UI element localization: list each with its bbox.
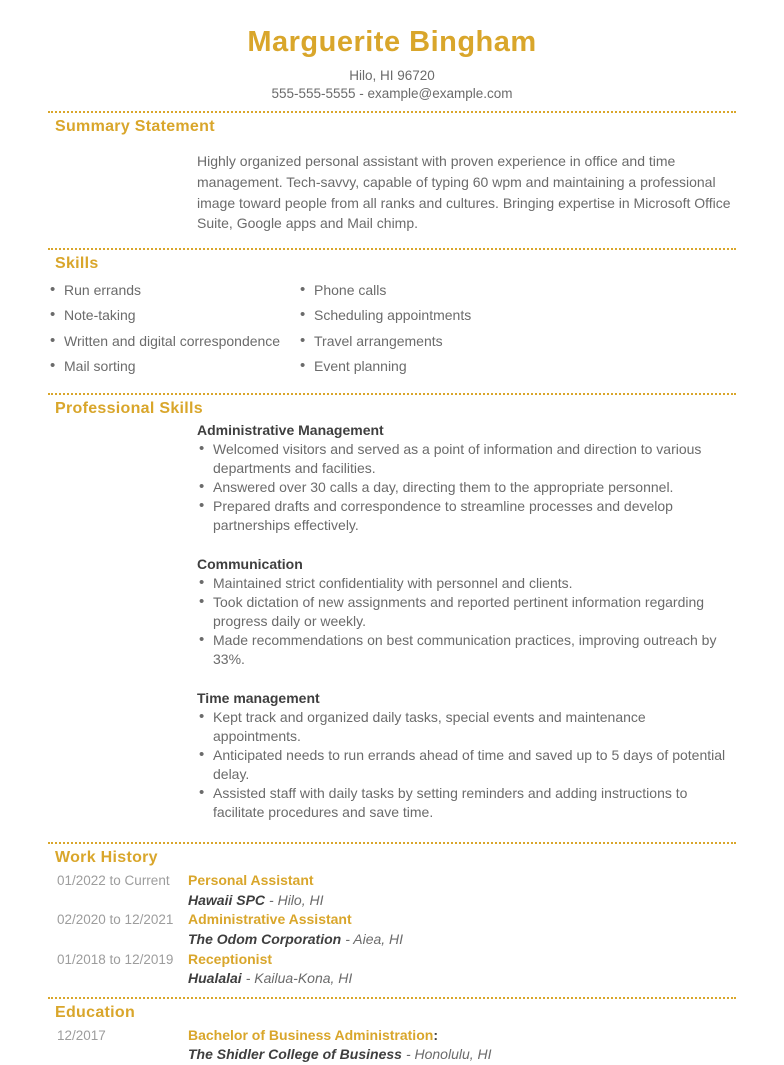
school-name: The Shidler College of Business (188, 1046, 402, 1063)
employer-name: The Odom Corporation (188, 930, 342, 947)
job-entry (48, 950, 736, 989)
bullet-item: • Welcomed visitors and served as a point of information and direction to various departments and facilities. (197, 440, 736, 478)
education-date: 12/2017 (57, 1027, 106, 1043)
skill-group-heading: Communication (197, 555, 303, 572)
section-skills (48, 248, 736, 383)
job-title: Personal Assistant (188, 872, 314, 889)
bullet-item: • Answered over 30 calls a day, directing them to the appropriate personnel. (197, 478, 736, 497)
section-professional-skills (48, 393, 736, 843)
skill-item: • Phone calls (298, 281, 736, 299)
skills-column-2 (298, 281, 736, 383)
employer-name: Hualalai (188, 970, 242, 987)
job-entry (48, 910, 736, 949)
summary-text: Highly organized personal assistant with proven experience in office and time management. Tech-savvy, capable of typing 60 wpm and maintaining a professional image toward people from all ranks and cultures. Bringing expertise in Microsoft Office Suite, Google apps and Mail chimp. (197, 153, 731, 232)
skill-item: • Mail sorting (48, 357, 298, 375)
skills-grid (48, 281, 736, 383)
employer-line (188, 969, 736, 989)
job-dates: 02/2020 to 12/2021 (57, 912, 174, 928)
employer-line (188, 891, 736, 911)
degree-line (188, 1026, 736, 1046)
skill-item: • Written and digital correspondence (48, 332, 298, 350)
skill-item: • Event planning (298, 357, 736, 375)
bullet-item: • Made recommendations on best communication practices, improving outreach by 33%. (197, 631, 736, 669)
work-history-section-title: Work History (55, 849, 158, 867)
skills-column-1 (48, 281, 298, 383)
skill-item: • Note-taking (48, 306, 298, 324)
education-section-title: Education (55, 1003, 136, 1021)
skill-group-bullets (197, 440, 736, 535)
skill-group-communication (197, 556, 736, 669)
section-education (48, 997, 736, 1065)
job-body (188, 910, 736, 949)
job-body (188, 950, 736, 989)
skills-section-title: Skills (55, 254, 99, 272)
education-entry (48, 1026, 736, 1065)
skill-group-heading: Administrative Management (197, 421, 384, 438)
skill-group-bullets (197, 708, 736, 822)
resume-header (48, 26, 736, 111)
skill-item: • Travel arrangements (298, 332, 736, 350)
job-body (188, 871, 736, 910)
degree-colon: : (433, 1026, 438, 1043)
job-entry (48, 871, 736, 910)
bullet-item: • Kept track and organized daily tasks, special events and maintenance appointments. (197, 708, 736, 746)
section-work-history (48, 842, 736, 989)
education-body (188, 1026, 736, 1065)
bullet-item: • Maintained strict confidentiality with personnel and clients. (197, 574, 736, 593)
job-dates: 01/2022 to Current (57, 873, 170, 889)
skill-item: • Scheduling appointments (298, 306, 736, 324)
section-summary (48, 111, 736, 233)
bullet-item: • Took dictation of new assignments and reported pertinent information regarding progress daily or weekly. (197, 593, 736, 631)
person-name: Marguerite Bingham (247, 26, 537, 58)
summary-section-title: Summary Statement (55, 118, 215, 136)
bullet-item: • Anticipated needs to run errands ahead of time and saved up to 5 days of potential delay. (197, 746, 736, 784)
job-dates: 01/2018 to 12/2019 (57, 951, 174, 967)
employer-line (188, 930, 736, 950)
contact-line: 555-555-5555 - example@example.com (271, 86, 513, 102)
employer-name: Hawaii SPC (188, 891, 266, 908)
bullet-item: • Prepared drafts and correspondence to streamline processes and develop partnerships effectively. (197, 497, 736, 535)
employer-location: - Kailua-Kona, HI (245, 970, 353, 987)
job-title: Receptionist (188, 950, 273, 967)
school-line (188, 1045, 736, 1065)
degree-name: Bachelor of Business Administration (188, 1026, 434, 1043)
skill-group-heading: Time management (197, 689, 320, 706)
skill-group-bullets (197, 574, 736, 669)
skill-item: • Run errands (48, 281, 298, 299)
professional-skills-section-title: Professional Skills (55, 399, 203, 417)
job-title: Administrative Assistant (188, 911, 352, 928)
skill-group-administrative-management (197, 422, 736, 535)
location-line: Hilo, HI 96720 (349, 68, 435, 83)
professional-skills-content (197, 422, 736, 843)
employer-location: - Aiea, HI (345, 930, 404, 947)
bullet-item: • Assisted staff with daily tasks by setting reminders and adding instructions to facilitate procedures and save time. (197, 784, 736, 822)
skill-group-time-management (197, 690, 736, 822)
summary-content (197, 151, 736, 233)
work-history-content (48, 871, 736, 989)
education-content (48, 1026, 736, 1065)
employer-location: - Hilo, HI (269, 891, 324, 908)
school-location: - Honolulu, HI (405, 1046, 492, 1063)
